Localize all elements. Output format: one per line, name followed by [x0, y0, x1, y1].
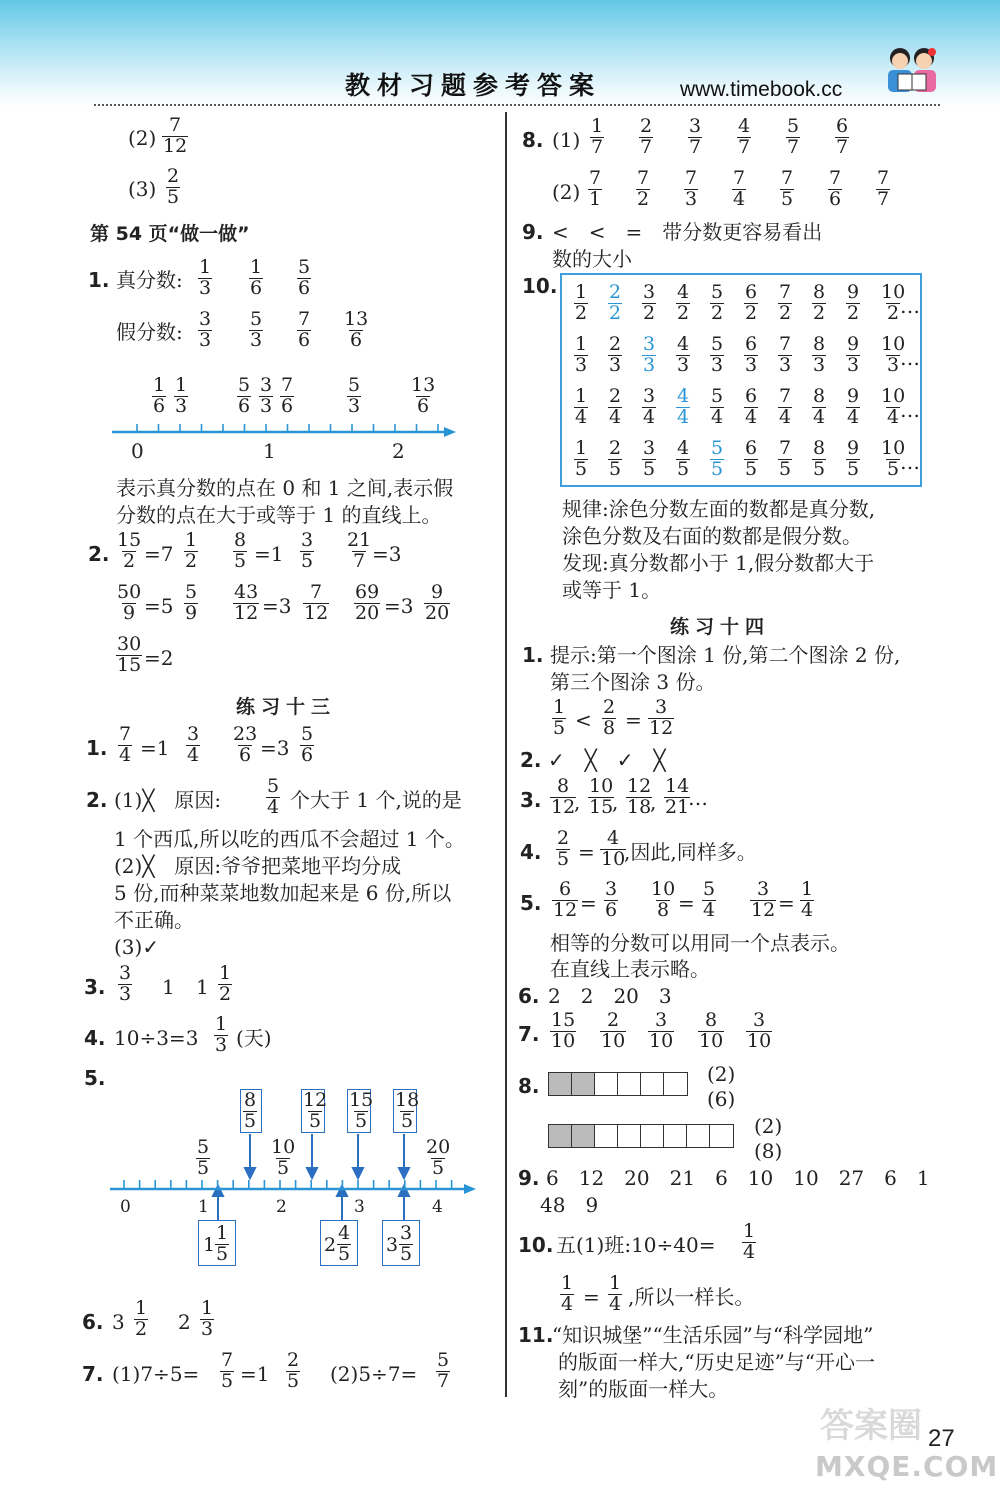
- text-line: (1)╳ 原因:: [114, 788, 222, 812]
- comma: ,: [650, 790, 657, 814]
- text-line: 或等于 1。: [562, 578, 662, 602]
- proper-label: 真分数:: [116, 268, 183, 292]
- fraction: 3 5: [643, 437, 656, 480]
- fraction: 30 15: [117, 633, 142, 676]
- text-line: 5 份,而种菜菜地数加起来是 6 份,所以: [114, 881, 452, 905]
- fraction: 4 3: [677, 333, 690, 376]
- fraction: 21 7: [347, 529, 372, 572]
- answer-label: (8): [754, 1139, 783, 1163]
- fraction: 5 3: [711, 333, 724, 376]
- eq-sign: =: [678, 891, 695, 915]
- fraction: 4 10: [601, 827, 626, 870]
- item-number: 2.: [520, 748, 542, 772]
- fraction: 10 4: [881, 385, 906, 428]
- section-title-ex13: 练习十三: [236, 696, 337, 718]
- eq-text: =3: [384, 594, 414, 618]
- fraction: 2 5: [609, 437, 622, 480]
- fraction: 2 5: [167, 165, 180, 208]
- text-line: 10÷3=3: [114, 1026, 199, 1050]
- fraction: 5 5: [711, 437, 724, 480]
- fraction: 18 5: [395, 1089, 420, 1132]
- eq-sign: =: [778, 891, 795, 915]
- answer-label: (2): [754, 1114, 783, 1138]
- text-line: 涂色分数及右面的数都是假分数。: [562, 524, 862, 548]
- fraction: 1 2: [135, 1297, 148, 1340]
- fraction: 2 5: [287, 1349, 300, 1392]
- fraction: 2 3: [609, 333, 622, 376]
- fraction: 10 15: [589, 775, 614, 818]
- fraction: 3 12: [751, 878, 776, 921]
- text-line: 五(1)班:10÷40=: [556, 1233, 716, 1257]
- eq-text: =2: [144, 646, 174, 670]
- fraction: 7 4: [779, 385, 792, 428]
- fraction: 5 4: [267, 775, 280, 818]
- fraction: 6 12: [553, 878, 578, 921]
- axis-label: 0: [131, 439, 144, 463]
- fraction: 1 4: [575, 385, 588, 428]
- axis-label: 0: [120, 1197, 131, 1217]
- fraction: 7 4: [119, 723, 132, 766]
- text-line: (1)7÷5=: [112, 1362, 200, 1386]
- fraction: 4 2: [677, 281, 690, 324]
- text-line: < < = 带分数更容易看出: [552, 220, 823, 244]
- item-number: 2.: [88, 542, 110, 566]
- text-line: 6 12 20 21 6 10 10 27 6 1: [546, 1166, 930, 1190]
- fraction: 7 6: [829, 167, 842, 210]
- fraction: 5 6: [301, 723, 314, 766]
- fraction: 7 1: [589, 167, 602, 210]
- fraction: 3 12: [649, 696, 674, 739]
- item-number: 2.: [86, 788, 108, 812]
- ellipsis: …: [900, 346, 920, 370]
- unit-text: (天): [236, 1026, 272, 1050]
- text-line: 数的大小: [552, 247, 632, 271]
- item-number: 9.: [522, 220, 544, 244]
- fraction: 7 3: [779, 333, 792, 376]
- fraction: 7 5: [781, 167, 794, 210]
- text-line: 在直线上表示略。: [550, 957, 710, 981]
- fraction: 8 5: [234, 529, 247, 572]
- fraction: 7 7: [877, 167, 890, 210]
- fraction: 1 4: [801, 878, 814, 921]
- fraction: 8 2: [813, 281, 826, 324]
- page-header-title: 教材习题参考答案: [345, 71, 602, 100]
- text-line: ,因此,同样多。: [624, 840, 757, 864]
- eq-text: =3: [262, 594, 292, 618]
- number-line: [110, 420, 460, 440]
- fraction: 9 2: [847, 281, 860, 324]
- item-number: 6.: [518, 984, 540, 1008]
- fraction: 5 4: [711, 385, 724, 428]
- text-value: 1: [196, 975, 209, 999]
- text-line: ✓ ╳ ✓ ╳: [548, 748, 666, 772]
- watermark-logo: 答案圈: [820, 1406, 922, 1446]
- fraction: 7 2: [779, 281, 792, 324]
- fraction: 6 3: [745, 333, 758, 376]
- section-title-ex14: 练习十四: [670, 616, 771, 638]
- fraction: 4 4: [677, 385, 690, 428]
- mixed-whole: 3: [112, 1310, 125, 1334]
- number-line-2: [108, 1132, 480, 1265]
- eq-text: =1: [254, 542, 284, 566]
- text-line: 的版面一样大,“历史足迹”与“开心一: [558, 1350, 876, 1374]
- lt-sign: <: [575, 708, 592, 732]
- mixed-whole: 2: [178, 1310, 191, 1334]
- item-number: 7.: [518, 1022, 540, 1046]
- item-number: 4.: [520, 840, 542, 864]
- answer-label: (2): [707, 1062, 736, 1086]
- fraction: 3 3: [199, 308, 212, 351]
- comma: ,: [574, 790, 581, 814]
- fraction: 9 3: [847, 333, 860, 376]
- fraction: 1 5: [216, 1222, 229, 1265]
- fraction: 7 12: [304, 581, 329, 624]
- ellipsis: …: [900, 450, 920, 474]
- item-number: 1.: [522, 643, 544, 667]
- fraction: 9 20: [425, 581, 450, 624]
- item-number: 1.: [88, 268, 110, 292]
- fraction: 8 12: [551, 775, 576, 818]
- axis-label: 2: [392, 439, 405, 463]
- fraction: 1 4: [561, 1272, 574, 1315]
- item-number: 10.: [518, 1233, 554, 1257]
- fraction: 5 5: [197, 1136, 210, 1179]
- fraction: 15 10: [551, 1009, 576, 1052]
- fraction: 13 6: [411, 374, 436, 417]
- fraction: 5 7: [437, 1349, 450, 1392]
- fraction: 2 7: [640, 115, 653, 158]
- fraction: 2 2: [609, 281, 622, 324]
- item-number: 7.: [82, 1362, 104, 1386]
- fraction: 10 5: [271, 1136, 296, 1179]
- fraction: 1 4: [609, 1272, 622, 1315]
- fraction: 10 3: [881, 333, 906, 376]
- fraction: 2 8: [603, 696, 616, 739]
- eq-text: =5: [144, 594, 174, 618]
- fraction: 5 9: [185, 581, 198, 624]
- eq-text: =1: [140, 736, 170, 760]
- item-number: 4.: [84, 1026, 106, 1050]
- fraction: 4 5: [677, 437, 690, 480]
- fraction: 1 2: [219, 962, 232, 1005]
- text-line: 1 个西瓜,所以吃的西瓜不会超过 1 个。: [114, 827, 465, 851]
- item-number: 11.: [518, 1323, 554, 1347]
- q2-label: (2): [128, 126, 157, 150]
- text-line: 第三个图涂 3 份。: [550, 670, 716, 694]
- fraction: 2 5: [557, 827, 570, 870]
- text-line: 48 9: [540, 1193, 599, 1217]
- fraction: 69 20: [355, 581, 380, 624]
- fraction: 1 3: [201, 1297, 214, 1340]
- text-value: 1: [162, 975, 175, 999]
- fraction: 1 5: [575, 437, 588, 480]
- fraction: 3 4: [187, 723, 200, 766]
- fraction: 23 6: [233, 723, 258, 766]
- fraction: 12 5: [303, 1089, 328, 1132]
- item-number: 3.: [520, 788, 542, 812]
- eq-sign: =: [580, 891, 597, 915]
- fraction: 3 6: [605, 878, 618, 921]
- fraction: 8 5: [244, 1089, 257, 1132]
- section-title-p54: 第 54 页“做一做”: [90, 223, 250, 245]
- fraction: 1 6: [153, 374, 166, 417]
- fraction: 3 3: [119, 962, 132, 1005]
- text-line: 发现:真分数都小于 1,假分数都大于: [562, 551, 875, 575]
- fraction: 9 5: [847, 437, 860, 480]
- item-number: 8.: [518, 1074, 540, 1098]
- header-url[interactable]: www.timebook.cc: [680, 78, 843, 101]
- shaded-bar-6: [548, 1072, 688, 1096]
- eq-text: =1: [240, 1362, 270, 1386]
- text-line: 规律:涂色分数左面的数都是真分数,: [562, 497, 876, 521]
- fraction: 1 3: [215, 1013, 228, 1056]
- fraction: 3 3: [260, 374, 273, 417]
- fraction: 7 2: [637, 167, 650, 210]
- fraction: 5 3: [348, 374, 361, 417]
- item-number: 8.: [522, 128, 544, 152]
- fraction: 13 6: [344, 308, 369, 351]
- shaded-bar-8: [548, 1124, 734, 1148]
- fraction: 3 2: [643, 281, 656, 324]
- fraction: 1 2: [575, 281, 588, 324]
- axis-label: 4: [432, 1197, 443, 1217]
- comma: ,: [612, 790, 619, 814]
- fraction: 9 4: [847, 385, 860, 428]
- fraction: 6 7: [836, 115, 849, 158]
- fraction: 5 7: [787, 115, 800, 158]
- fraction: 3 10: [747, 1009, 772, 1052]
- axis-label: 3: [354, 1197, 365, 1217]
- item-number: 5.: [84, 1066, 106, 1090]
- fraction: 6 5: [745, 437, 758, 480]
- fraction: 3 3: [643, 333, 656, 376]
- item-number: 6.: [82, 1310, 104, 1334]
- page-number: 27: [928, 1425, 955, 1452]
- text-line: 相等的分数可以用同一个点表示。: [550, 931, 850, 955]
- text-line: 2 2 20 3: [548, 984, 672, 1008]
- fraction: 5 3: [250, 308, 263, 351]
- eq-sign: =: [625, 708, 642, 732]
- sub-label: (1): [552, 128, 581, 152]
- sub-label: (2): [552, 180, 581, 204]
- fraction: 7 3: [685, 167, 698, 210]
- fraction: 10 5: [881, 437, 906, 480]
- fraction: 5 2: [711, 281, 724, 324]
- fraction: 8 10: [699, 1009, 724, 1052]
- ellipsis: …: [900, 294, 920, 318]
- mixed-whole: 1: [203, 1234, 216, 1256]
- fraction: 14 21: [665, 775, 690, 818]
- eq-sign: =: [578, 840, 595, 864]
- ellipsis: …: [900, 398, 920, 422]
- axis-label: 1: [198, 1197, 209, 1217]
- fraction: 7 6: [281, 374, 294, 417]
- text-line: “知识城堡”“生活乐园”与“科学园地”: [552, 1323, 874, 1347]
- eq-text: =3: [372, 542, 402, 566]
- fraction: 8 5: [813, 437, 826, 480]
- fraction: 7 6: [298, 308, 311, 351]
- mixed-whole: 2: [324, 1234, 337, 1256]
- fraction: 12 18: [627, 775, 652, 818]
- text-line: ,所以一样长。: [628, 1285, 755, 1309]
- answer-label: (6): [707, 1087, 736, 1111]
- text-line: (3)✓: [114, 935, 160, 959]
- fraction: 5 4: [703, 878, 716, 921]
- fraction: 3 7: [689, 115, 702, 158]
- fraction: 15 2: [117, 529, 142, 572]
- fraction: 3 4: [643, 385, 656, 428]
- item-number: 1.: [86, 736, 108, 760]
- fraction: 7 4: [733, 167, 746, 210]
- fraction: 3 10: [649, 1009, 674, 1052]
- fraction: 50 9: [117, 581, 142, 624]
- eq-text: =7: [144, 542, 174, 566]
- eq-sign: =: [583, 1285, 600, 1309]
- fraction: 15 5: [349, 1089, 374, 1132]
- item-number: 10.: [522, 274, 558, 298]
- fraction: 3 5: [301, 529, 314, 572]
- fraction: 6 2: [745, 281, 758, 324]
- text-line: 提示:第一个图涂 1 份,第二个图涂 2 份,: [550, 643, 901, 667]
- axis-label: 1: [263, 439, 276, 463]
- fraction: 5 6: [298, 256, 311, 299]
- axis-label: 2: [276, 1197, 287, 1217]
- fraction: 43 12: [234, 581, 259, 624]
- fraction: 1 4: [743, 1220, 756, 1263]
- fraction: 2 10: [601, 1009, 626, 1052]
- text-line: (2)╳ 原因:爷爷把菜地平均分成: [114, 854, 402, 878]
- text-line: 表示真分数的点在 0 和 1 之间,表示假: [116, 476, 454, 500]
- fraction: 3 5: [400, 1222, 413, 1265]
- fraction: 1 3: [199, 256, 212, 299]
- fraction: 4 7: [738, 115, 751, 158]
- fraction: 20 5: [426, 1136, 451, 1179]
- fraction: 1 3: [175, 374, 188, 417]
- text-line: 个大于 1 个,说的是: [290, 788, 462, 812]
- ellipsis: …: [688, 786, 708, 810]
- column-divider: [505, 112, 507, 1397]
- item-number: 9.: [518, 1166, 540, 1190]
- eq-text: =3: [260, 736, 290, 760]
- fraction: 7 5: [779, 437, 792, 480]
- fraction: 1 5: [553, 696, 566, 739]
- text-line: 分数的点在大于或等于 1 的直线上。: [116, 503, 442, 527]
- fraction: 2 4: [609, 385, 622, 428]
- watermark-url: MXQE.COM: [815, 1450, 999, 1483]
- fraction: 1 7: [591, 115, 604, 158]
- fraction: 6 4: [745, 385, 758, 428]
- fraction: 5 6: [238, 374, 251, 417]
- text-line: 刻”的版面一样大。: [558, 1377, 729, 1401]
- fraction: 4 5: [338, 1222, 351, 1265]
- mixed-whole: 3: [386, 1234, 399, 1256]
- improper-label: 假分数:: [116, 320, 183, 344]
- q3-label: (3): [128, 177, 157, 201]
- fraction: 1 6: [250, 256, 263, 299]
- text-line: (2)5÷7=: [330, 1362, 418, 1386]
- children-reading-icon: [880, 44, 944, 104]
- fraction: 7 12: [163, 114, 188, 157]
- text-line: 不正确。: [114, 908, 194, 932]
- item-number: 3.: [84, 975, 106, 999]
- fraction: 8 4: [813, 385, 826, 428]
- header-divider: [94, 104, 940, 106]
- fraction: 1 2: [185, 529, 198, 572]
- item-number: 5.: [520, 891, 542, 915]
- fraction: 10 8: [651, 878, 676, 921]
- fraction: 8 3: [813, 333, 826, 376]
- fraction: 1 3: [575, 333, 588, 376]
- fraction: 10 2: [881, 281, 906, 324]
- fraction: 7 5: [221, 1349, 234, 1392]
